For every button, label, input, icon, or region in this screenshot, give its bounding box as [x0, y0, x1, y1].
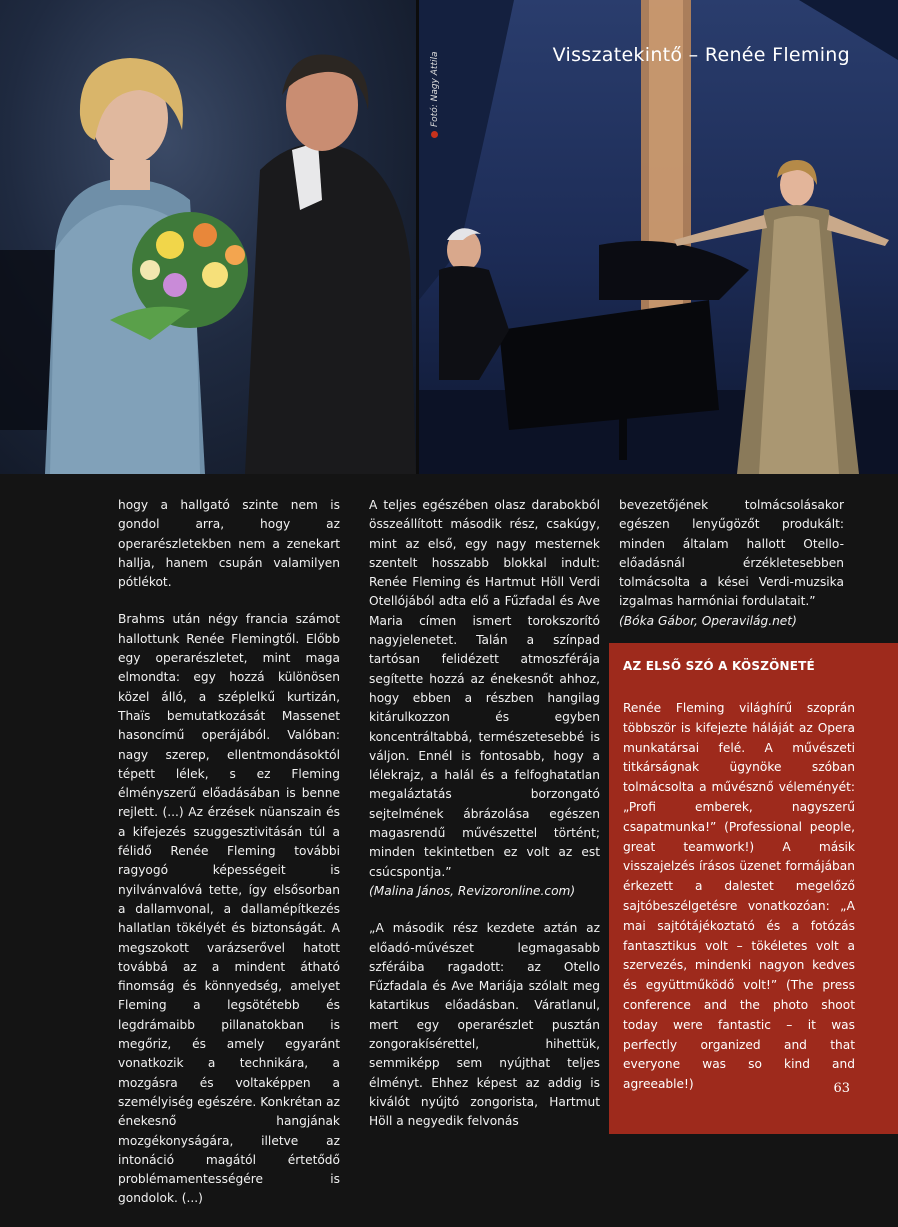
- photo-bouquet-illustration: [0, 0, 416, 474]
- quote-source: (Bóka Gábor, Operavilág.net): [619, 613, 797, 628]
- sidebar-title: AZ ELSŐ SZÓ A KÖSZÖNETÉ: [623, 659, 815, 673]
- photo-bouquet: [0, 0, 416, 474]
- page-number: 63: [833, 1081, 850, 1096]
- paragraph: Brahms után négy francia számot hallottunk Renée Flemingtől. Előbb egy operarészletet, mint maga elmondta: egy hozzá különösen közel álló, a széplelkű kurtizán, Thaïs bemutatkozását Massenet hasoncímű operájából. Valóban: nagy szerep, ellentmondásoktól tépett lélek, s ez Fleming élményszerű előadásában is benne rejlett. (...) Az érzések nüanszain és a kifejezés szuggesztivitásán túl a félidő Renée Fleming további ragyogó képességeit is nyilvánvalóvá tette, így elsősorban a dallamvonal, a dallamépítkezés hallatlan tökélyét és biztonságát. A megszokott varázserővel hatott továbbá az a mindent átható finomság és könnyedség, amelyet Fleming a legsötétebb és legdrámaibb pillanatokban is megőriz, és amely egyaránt vonatkozik a technikára, a mozgásra és voltaképpen a személyiség egészére. Konkrétan az énekesnő hangjának mozgékonyságára, illetve az intonáció magától értetődő problémamentességére is gondolok. (...): [118, 612, 340, 1206]
- section-title: Visszatekintő – Renée Fleming: [552, 44, 850, 66]
- paragraph: A teljes egészében olasz darabokból összeállított második rész, csakúgy, mint az első, egy nagy mesternek szentelt hosszabb blokkal indult: Renée Fleming és Hartmut Höll Verdi Otellójából adta elő a Fűzfadal és Ave Maria címen ismert torokszorító nagyjelenetet. Talán a színpad tartósan felidézett atmoszférája segítette hozzá az énekesnőt ahhoz, hogy ebben a részben hangilag kitárulkozzon és egyben koncentráltabbá, természetesebbé is váljon. Ennél is fontosabb, hogy a lélekrajz, a halál és a felfoghatatlan megaláztatás borzongató sejtelmének ábrázolása egészen magasrendű művészettel történt; minden tekintetben ez volt az est csúcspontja.”: [369, 498, 600, 879]
- text-column-3: [619, 496, 844, 649]
- text-column-1: [118, 496, 340, 1227]
- paragraph: hogy a hallgató szinte nem is gondol arra, hogy az operarészletekben nem a zenekart hallja, hanem csupán valamilyen pótlékot.: [118, 498, 340, 590]
- credit-dot-icon: [431, 131, 438, 138]
- sidebar-box: [609, 643, 898, 1134]
- photo-stage: [419, 0, 898, 474]
- paragraph: bevezetőjének tolmácsolásakor egészen lenyűgözőt produkált: minden általam hallott Otello-előadásnál érzékletesebben tolmácsolta a kései Verdi-muzsika izgalmas harmóniai fordulatait.”: [619, 498, 844, 609]
- quote-source: (Malina János, Revizoronline.com): [369, 883, 576, 898]
- photo-stage-illustration: [419, 0, 898, 474]
- text-column-2: [369, 496, 600, 1150]
- paragraph: „A második rész kezdete aztán az előadó-művészet legmagasabb szféráiba ragadott: az Otello Fűzfadala és Ave Mariája szólalt meg katartikus előadásban. Váratlanul, mert egy operarészlet pusztán zongorakísérettel, hihettük, semmiképp sem nyújthat teljes élményt. Ehhez képest az addig is kiválót nyújtó zongorista, Hartmut Höll a negyedik felvonás: [369, 921, 600, 1129]
- photo-credit: [430, 52, 440, 139]
- sidebar-body: Renée Fleming világhírű szoprán többször is kifejezte háláját az Opera munkatársai felé. A művészeti titkárságnak ügynöke szóban tolmácsolta a művésznő véleményét: „Profi emberek, nagyszerű csapatmunka!” (Professional people, great teamwork!) A másik visszajelzés írásos üzenet formájában érkezett a dalestet megelőző sajtóbeszélgetésre vonatkozóan: „A mai sajtótájékoztató és a fotózás fantasztikus volt – tökéletes volt a szervezés, mindenki nagyon kedves és együttműködő volt!” (The press conference and the photo shoot today were fantastic – it was perfectly organized and that everyone was so kind and agreeable!): [623, 701, 855, 1092]
- photo-strip: [0, 0, 898, 474]
- photo-credit-text: Fotó: Nagy Attila: [430, 51, 440, 127]
